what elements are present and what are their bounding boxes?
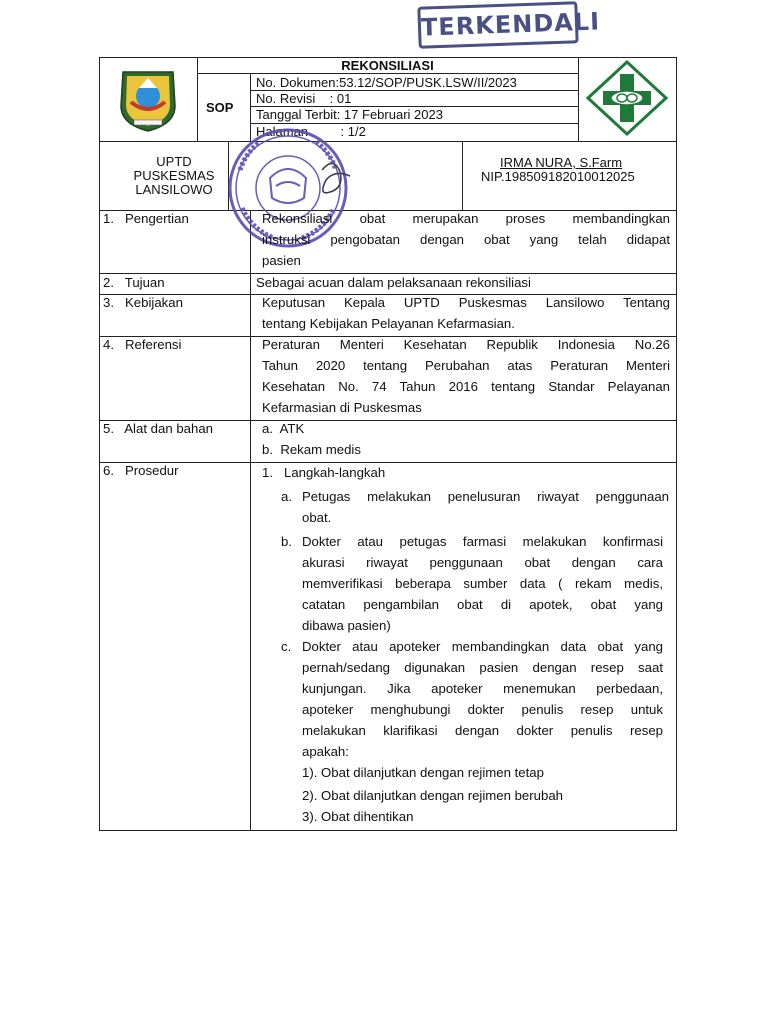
s6-b-line-4: catatan pengambilan obat di apotek, obat yang [302, 597, 663, 612]
s6-option-2: 2). Obat dilanjutkan dengan rejimen berubah [302, 788, 563, 803]
s6-c-line-5: melakukan klarifikasi dengan dokter penulis resep [302, 723, 663, 738]
s1-line-2: instruksi pengobatan dengan obat yang telah didapat [262, 232, 670, 247]
s5-label: 5. Alat dan bahan [103, 421, 213, 436]
s6-c-line-4: apoteker menghubungi dokter penulis resep untuk [302, 702, 663, 717]
s6-c-line-1: Dokter atau apoteker membandingkan data obat yang [302, 639, 663, 654]
s6-c-line-6: apakah: [302, 744, 349, 759]
signer-nip: NIP.198509182010012025 [481, 169, 635, 184]
s3-label: 3. Kebijakan [103, 295, 183, 310]
s4-line-1: Peraturan Menteri Kesehatan Republik Indonesia No.26 [262, 337, 670, 352]
s6-c-line-3: kunjungan. Jika apoteker menemukan perbedaan, [302, 681, 663, 696]
regency-emblem-icon [117, 68, 179, 134]
terkendali-stamp: TERKENDALI [417, 1, 578, 49]
s6-option-3: 3). Obat dihentikan [302, 809, 414, 824]
s1-label: 1. Pengertian [103, 211, 189, 226]
issue-date: Tanggal Terbit: 17 Februari 2023 [256, 107, 443, 122]
s3-line-2: tentang Kebijakan Pelayanan Kefarmasian. [262, 316, 515, 331]
s6-a-line-1: Petugas melakukan penelusuran riwayat penggunaan [302, 489, 669, 504]
sop-label: SOP [206, 100, 234, 115]
document-title: REKONSILIASI [341, 58, 434, 73]
s1-line-3: pasien [262, 253, 301, 268]
s6-c-marker: c. [281, 639, 292, 654]
s5-item-a: a. ATK [262, 421, 305, 436]
s4-label: 4. Referensi [103, 337, 182, 352]
signer-name: IRMA NURA, S.Farm [500, 155, 623, 170]
s6-option-1: 1). Obat dilanjutkan dengan rejimen tetap [302, 765, 544, 780]
s6-c-line-2: pernah/sedang digunakan pasien dengan resep saat [302, 660, 663, 675]
s6-b-marker: b. [281, 534, 292, 549]
org-line-2: PUSKESMAS [133, 168, 215, 183]
puskesmas-cross-icon [586, 60, 668, 136]
page-number: Halaman : 1/2 [256, 124, 366, 139]
s6-b-line-2: akurasi riwayat penggunaan obat dengan cara [302, 555, 663, 570]
s5-item-b: b. Rekam medis [262, 442, 361, 457]
s6-a-marker: a. [281, 489, 292, 504]
s6-b-line-1: Dokter atau petugas farmasi melakukan konfirmasi [302, 534, 663, 549]
s4-line-3: Kesehatan No. 74 Tahun 2016 tentang Standar Pelayanan [262, 379, 670, 394]
s2-line-1: Sebagai acuan dalam pelaksanaan rekonsiliasi [256, 275, 531, 290]
s3-line-1: Keputusan Kepala UPTD Puskesmas Lansilowo Tentang [262, 295, 670, 310]
org-line-1: UPTD [156, 154, 192, 169]
s6-heading: 1. Langkah-langkah [262, 465, 386, 480]
org-line-3: LANSILOWO [135, 182, 213, 197]
s4-line-4: Kefarmasian di Puskesmas [262, 400, 422, 415]
s4-line-2: Tahun 2020 tentang Perubahan atas Peraturan Menteri [262, 358, 670, 373]
s6-a-line-2: obat. [302, 510, 332, 525]
s2-label: 2. Tujuan [103, 275, 165, 290]
s1-line-1: Rekonsiliasi obat merupakan proses membandingkan [262, 211, 670, 226]
s6-b-line-3: memverifikasi beberapa sumber data ( rekam medis, [302, 576, 663, 591]
doc-number: No. Dokumen:53.12/SOP/PUSK.LSW/II/2023 [256, 75, 517, 90]
s6-label: 6. Prosedur [103, 463, 179, 478]
s6-b-line-5: dibawa pasien) [302, 618, 391, 633]
revision-number: No. Revisi : 01 [256, 91, 352, 106]
